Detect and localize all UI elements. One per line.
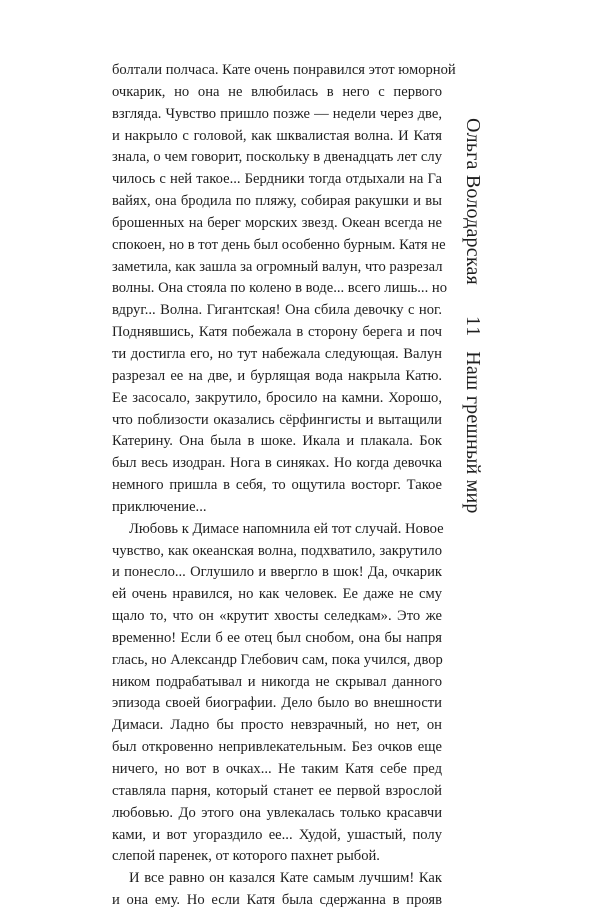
text-line: щало то, что он «крутит хвосты селедкам». Это же: [112, 608, 442, 625]
text-line: Ее засосало, закрутило, бросило на камни. Хорошо,: [112, 389, 442, 406]
text-line: очкарик, но она не влюбилась в него с первого: [112, 83, 442, 100]
text-line: эпизода своей биографии. Дело было во внешности: [112, 695, 442, 712]
text-line: и она ему. Но если Катя была сдержанна в прояв: [112, 892, 442, 909]
text-line: Катерину. Она была в шоке. Икала и плакала. Бок: [112, 433, 442, 450]
text-line: был весь изодран. Нога в синяках. Но когда девочка: [112, 455, 442, 472]
text-line: немного пришла в себя, то ощутила восторг. Такое: [112, 477, 442, 494]
text-line: ти достигла его, но тут набежала следующая. Валун: [112, 345, 442, 362]
text-line: волны. Она стояла по колено в воде... всего лишь... но: [112, 280, 447, 297]
text-line: болтали полчаса. Кате очень понравился этот юморной: [112, 62, 456, 78]
text-line: брошенных на берег морских звезд. Океан всегда не: [112, 214, 442, 231]
text-line: ками, и вот угораздило ее... Худой, ушастый, полу: [112, 826, 442, 843]
page-number: 11: [462, 315, 485, 338]
text-line: ей очень нравился, но как человек. Ее даже не сму: [112, 586, 442, 603]
text-line: Поднявшись, Катя побежала в сторону берега и поч: [112, 324, 442, 341]
running-head: [458, 118, 488, 514]
text-line: был откровенно непривлекательным. Без очков еще: [112, 739, 442, 756]
running-head-author: Ольга Володарская: [462, 118, 485, 285]
text-line: ником подрабатывал и никогда не скрывал данного: [112, 673, 442, 690]
text-line: Любовь к Димасе напомнила ей тот случай. Новое: [129, 520, 444, 537]
text-line: И все равно он казался Кате самым лучшим! Как: [129, 870, 442, 887]
text-line: ничего, но вот в очках... Не таким Катя себе пред: [112, 761, 442, 777]
text-line: любовью. До этого она увлекалась только красавчи: [112, 804, 442, 821]
text-line: Димаси. Ладно бы просто невзрачный, но нет, он: [112, 717, 442, 734]
text-line: взгляда. Чувство пришло позже — недели через две,: [112, 105, 442, 122]
text-line: и понесло... Оглушило и ввергло в шок! Да, очкарик: [112, 564, 442, 581]
text-line: чувство, как океанская волна, подхватило, закрутило: [112, 542, 442, 559]
text-line: слепой паренек, от которого пахнет рыбой.: [112, 848, 380, 865]
text-line: чилось с ней такое... Бердники тогда отдыхали на Га: [112, 171, 442, 188]
text-line: что поблизости оказались сёрфингисты и вытащили: [112, 411, 442, 428]
body-text: [112, 60, 456, 912]
text-line: временно! Если б ее отец был снобом, она бы напря: [112, 629, 442, 646]
text-line: заметила, как зашла за огромный валун, что разрезал: [112, 258, 443, 275]
text-line: глась, но Александр Глебович сам, пока учился, двор: [112, 651, 443, 668]
text-line: и накрыло с головой, как шквалистая волна. И Катя: [112, 127, 442, 144]
text-line: разрезал ее на две, и бурлящая вода накрыла Катю.: [112, 367, 442, 384]
running-head-title: Наш грешный мир: [462, 351, 485, 514]
text-line: ставляла парня, который станет ее первой взрослой: [112, 782, 442, 799]
text-line: вайях, она бродила по пляжу, собирая ракушки и вы: [112, 193, 442, 210]
text-line: вдруг... Волна. Гигантская! Она сбила девочку с ног.: [112, 302, 442, 319]
text-line: знала, о чем говорит, поскольку в двенадцать лет слу: [112, 149, 442, 166]
text-line: приключение...: [112, 498, 207, 515]
text-line: спокоен, но в тот день был особенно бурным. Катя не: [112, 236, 446, 253]
